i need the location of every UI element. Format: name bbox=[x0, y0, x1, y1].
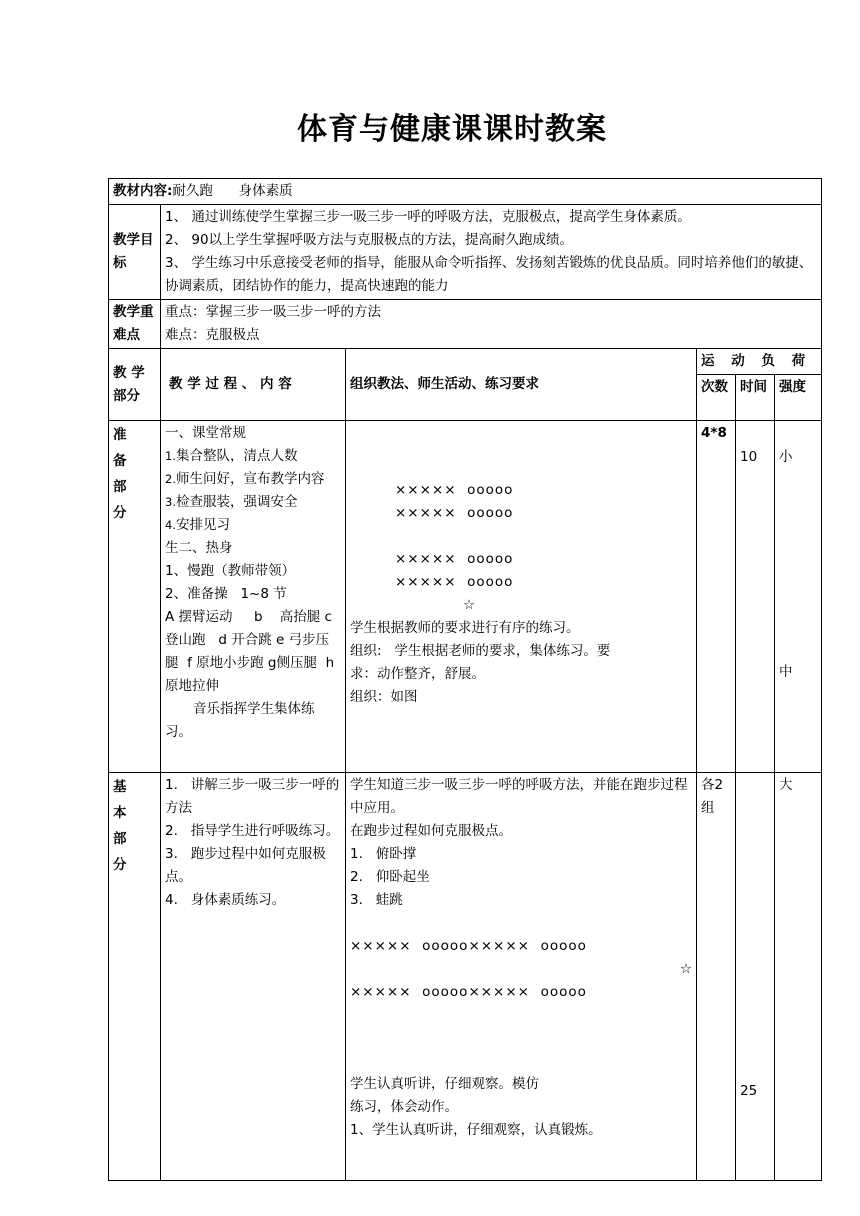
lesson-plan-table bbox=[108, 178, 822, 1181]
keypoints-row bbox=[109, 300, 822, 349]
teacher-star: ☆ bbox=[679, 961, 692, 977]
key-point: 重点：掌握三步一吸三步一呼的方法 bbox=[165, 304, 381, 320]
warmup-note: 音乐指挥学生集体练习。 bbox=[165, 701, 315, 740]
basic-intensity: 大 bbox=[775, 773, 822, 1181]
exercise-item: 3. 蛙跳 bbox=[350, 892, 403, 908]
intensity-mid: 中 bbox=[779, 664, 793, 680]
teacher-star: ☆ bbox=[463, 597, 476, 613]
basic-row bbox=[109, 773, 822, 1181]
goal-item: 1、 通过训练使学生掌握三步一吸三步一呼的呼吸方法，克服极点，提高学生身体素质。 bbox=[165, 209, 691, 225]
formation-line: ××××× ooooo bbox=[395, 482, 514, 498]
difficulty-point: 难点：克服极点 bbox=[165, 327, 260, 343]
basic-org-text: 在跑步过程如何克服极点。 bbox=[350, 823, 512, 839]
header-process: 教 学 过 程 、 内 容 bbox=[161, 349, 346, 421]
warmup-exercises: A 摆臂运动 b 高抬腿 c 登山跑 d 开合跳 e 弓步压腿 f 原地小步跑 g侧压腿 h 原地拉伸 bbox=[165, 609, 341, 694]
basic-org-text: 学生认真听讲，仔细观察。模仿练习，体会动作。 bbox=[350, 1076, 539, 1115]
content-row bbox=[109, 179, 822, 205]
header-time: 时间 bbox=[736, 375, 775, 421]
header-intensity: 强度 bbox=[775, 375, 822, 421]
intensity-low: 小 bbox=[779, 449, 793, 465]
basic-part: 基 本 部 分 bbox=[109, 773, 161, 1181]
header-organization: 组织教法、师生活动、练习要求 bbox=[346, 349, 697, 421]
formation-line: ××××× ooooo××××× ooooo bbox=[350, 938, 587, 954]
basic-org-text: 1、学生认真听讲，仔细观察，认真锻炼。 bbox=[350, 1122, 602, 1138]
formation-line: ××××× ooooo bbox=[395, 551, 514, 567]
header-load: 运 动 负 荷 bbox=[697, 349, 822, 375]
header-part: 教 学部分 bbox=[109, 349, 161, 421]
routine-heading: 一、课堂常规 bbox=[165, 425, 246, 441]
routine-step: 集合整队，清点人数 bbox=[175, 448, 298, 464]
goals-list bbox=[161, 205, 822, 300]
basic-step: 1. 讲解三步一吸三步一呼的方法 bbox=[165, 777, 340, 816]
goals-label: 教学目标 bbox=[109, 205, 161, 300]
prep-org-text: 学生根据教师的要求进行有序的练习。 bbox=[350, 620, 580, 636]
header-count: 次数 bbox=[697, 375, 736, 421]
basic-org-text: 学生知道三步一吸三步一呼的呼吸方法，并能在跑步过程中应用。 bbox=[350, 777, 688, 816]
basic-step: 3. 跑步过程中如何克服极点。 bbox=[165, 846, 326, 885]
content-label: 教材内容: bbox=[113, 183, 173, 199]
warmup-step: 2、准备操 1~8 节 bbox=[165, 586, 287, 602]
goal-item: 3、 学生练习中乐意接受老师的指导，能服从命令听指挥、发扬刻苦锻炼的优良品质。同时培养他们的敏捷、协调素质，团结协作的能力，提高快速跑的能力 bbox=[165, 255, 813, 294]
goals-row bbox=[109, 205, 822, 300]
warmup-heading: 生二、热身 bbox=[165, 540, 233, 556]
table-header-row bbox=[109, 349, 822, 375]
page-title: 体育与健康课课时教案 bbox=[297, 112, 607, 147]
prep-time: 10 bbox=[736, 421, 775, 773]
prep-row bbox=[109, 421, 822, 773]
formation-line: ××××× ooooo××××× ooooo bbox=[350, 984, 587, 1000]
prep-part: 准 备 部 分 bbox=[109, 421, 161, 773]
prep-intensity bbox=[775, 421, 822, 773]
prep-formation bbox=[350, 479, 692, 594]
prep-org-text: 组织：如图 bbox=[350, 689, 418, 705]
basic-count: 各2组 bbox=[697, 773, 736, 1181]
prep-process: 一、课堂常规 1.集合整队，清点人数 2.师生问好，宣布教学内容 3.检查服装，强调安全 4.安排见习 生二、热身 1、慢跑（教师带领） 2、准备操 1~8 节 A 摆臂运动 b 高抬腿 c 登山跑 d 开合跳 e 弓步压腿 f 原地小步跑 g侧压腿 h 原地拉伸 音乐指挥学生集体练习。 bbox=[161, 421, 346, 773]
routine-step: 检查服装，强调安全 bbox=[175, 494, 298, 510]
basic-step: 2. 指导学生进行呼吸练习。 bbox=[165, 823, 340, 839]
content-text: 耐久跑 身体素质 bbox=[172, 183, 293, 199]
keypoints-label: 教学重难点 bbox=[109, 300, 161, 349]
formation-line: ××××× ooooo bbox=[395, 505, 514, 521]
warmup-step: 1、慢跑（教师带领） bbox=[165, 563, 296, 579]
basic-step: 4. 身体素质练习。 bbox=[165, 892, 286, 908]
basic-time: 25 bbox=[736, 773, 775, 1181]
exercise-item: 1. 俯卧撑 bbox=[350, 846, 417, 862]
goal-item: 2、 90以上学生掌握呼吸方法与克服极点的方法，提高耐久跑成绩。 bbox=[165, 232, 574, 248]
prep-organization bbox=[346, 421, 697, 773]
exercise-item: 2. 仰卧起坐 bbox=[350, 869, 430, 885]
prep-org-text: 组织: 学生根据老师的要求，集体练习。要求：动作整齐，舒展。 bbox=[350, 643, 611, 682]
basic-process bbox=[161, 773, 346, 1181]
prep-count: 4*8 bbox=[697, 421, 736, 773]
basic-organization bbox=[346, 773, 697, 1181]
routine-step: 师生问好，宣布教学内容 bbox=[175, 471, 325, 487]
formation-line: ××××× ooooo bbox=[395, 574, 514, 590]
routine-step: 安排见习 bbox=[175, 517, 230, 533]
